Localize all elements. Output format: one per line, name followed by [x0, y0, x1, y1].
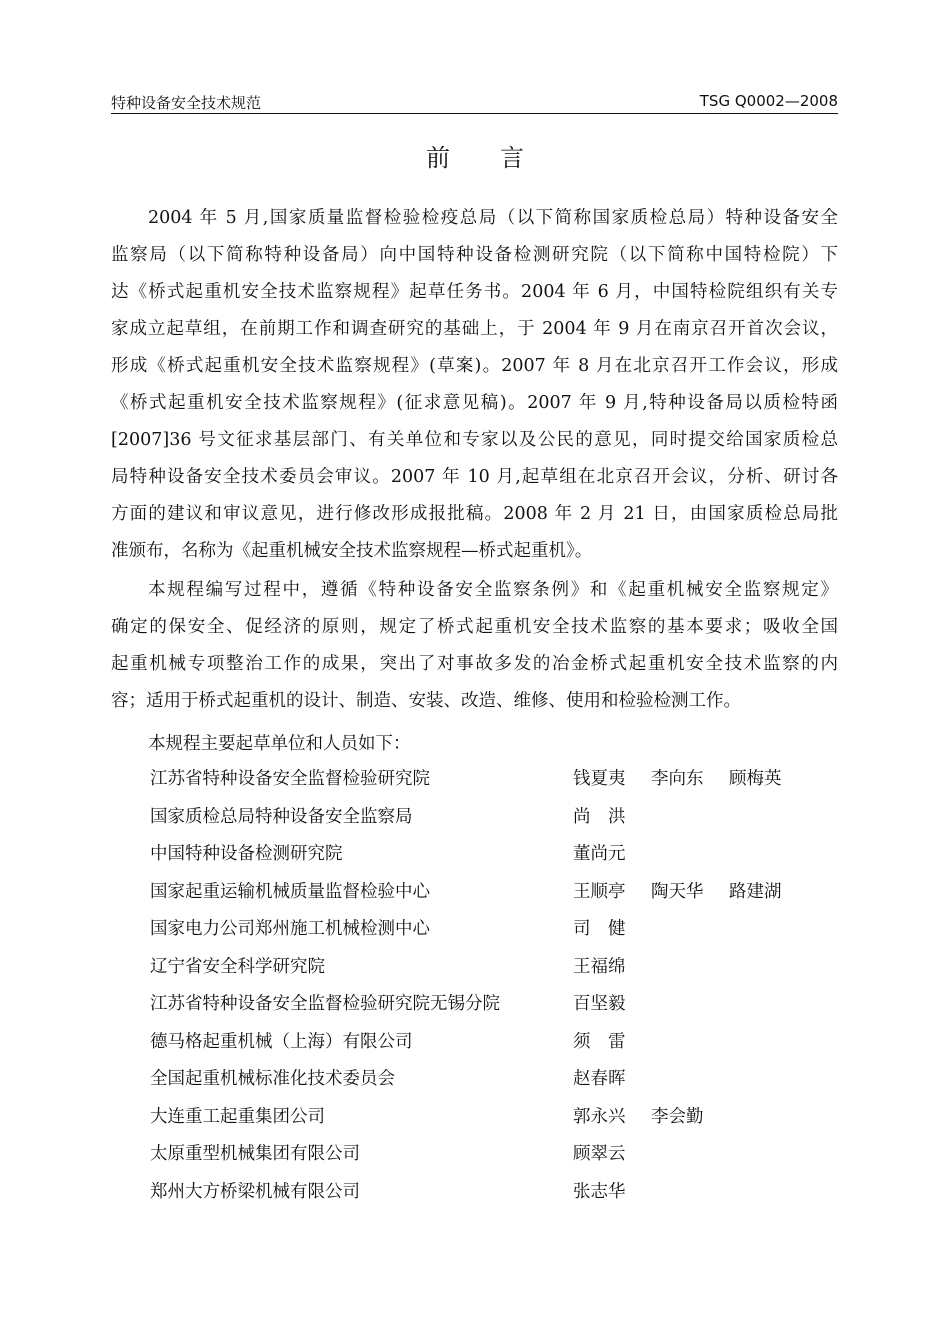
drafter-names — [573, 1136, 651, 1174]
drafter-names — [573, 1174, 651, 1212]
paragraph-line: 监察局（以下简称特种设备局）向中国特种设备检测研究院（以下简称中国特检院）下 — [111, 245, 838, 265]
drafter-name: 李会勤 — [651, 1106, 704, 1127]
paragraph-line: 达《桥式起重机安全技术监察规程》起草任务书。2004 年 6 月，中国特检院组织有关专 — [111, 282, 838, 302]
drafter-name: 郭永兴 — [573, 1106, 626, 1127]
drafter-name: 顾梅英 — [729, 769, 782, 789]
drafting-organization: 国家质检总局特种设备安全监察局 — [150, 806, 413, 827]
paragraph-line: 方面的建议和审议意见，进行修改形成报批稿。2008 年 2 月 21 日，由国家质检总局批 — [111, 504, 838, 524]
drafting-organization: 大连重工起重集团公司 — [150, 1106, 325, 1127]
drafting-organization: 德马格起重机械（上海）有限公司 — [150, 1031, 413, 1052]
paragraph-line: [2007]36 号文征求基层部门、有关单位和专家以及公民的意见，同时提交给国家质检总 — [111, 430, 838, 450]
paragraph-line: 家成立起草组，在前期工作和调查研究的基础上，于 2004 年 9 月在南京召开首次会议， — [111, 319, 838, 339]
drafter-names — [573, 949, 651, 987]
paragraph-line: 局特种设备安全技术委员会审议。2007 年 10 月,起草组在北京召开会议，分析、研讨各 — [111, 467, 838, 487]
drafter-name: 路建湖 — [729, 881, 782, 902]
paragraph — [111, 726, 838, 763]
drafter-name: 张志华 — [573, 1181, 626, 1202]
drafting-organization: 辽宁省安全科学研究院 — [150, 956, 325, 977]
header-standard-code: TSG Q0002—2008 — [699, 92, 838, 110]
drafter-name: 顾翠云 — [573, 1144, 626, 1164]
drafter-name: 王顺亭 — [573, 881, 626, 902]
drafter-names — [573, 1099, 729, 1137]
drafting-organization: 中国特种设备检测研究院 — [150, 844, 343, 864]
drafter-names — [573, 761, 807, 799]
paragraph-line: 起重机械专项整治工作的成果，突出了对事故多发的冶金桥式起重机安全技术监察的内 — [111, 654, 838, 674]
drafter-names — [573, 836, 651, 874]
drafter-names — [573, 911, 651, 949]
header-standard-category: 特种设备安全技术规范 — [111, 94, 262, 112]
drafting-organization: 江苏省特种设备安全监督检验研究院无锡分院 — [150, 994, 500, 1014]
drafter-names — [573, 986, 651, 1024]
drafter-name: 王福绵 — [573, 956, 626, 977]
paragraph-line: 准颁布，名称为《起重机械安全技术监察规程—桥式起重机》。 — [111, 541, 593, 561]
paragraph-line: 2004 年 5 月,国家质量监督检验检疫总局（以下简称国家质检总局）特种设备安全 — [148, 208, 838, 228]
drafter-name: 须 雷 — [573, 1031, 626, 1052]
running-header — [111, 92, 838, 112]
drafter-name: 董尚元 — [573, 844, 626, 864]
foreword-body — [111, 200, 838, 763]
paragraph-line: 容；适用于桥式起重机的设计、制造、安装、改造、维修、使用和检验检测工作。 — [111, 691, 741, 711]
drafter-name: 钱夏夷 — [573, 769, 626, 789]
paragraph-line: 本规程主要起草单位和人员如下： — [148, 734, 411, 754]
paragraph-line: 形成《桥式起重机安全技术监察规程》(草案)。2007 年 8 月在北京召开工作会议，形成 — [111, 356, 838, 376]
drafting-organization: 郑州大方桥梁机械有限公司 — [150, 1181, 360, 1202]
header-rule — [111, 113, 838, 114]
drafter-names — [573, 1061, 651, 1099]
drafter-name: 司 健 — [573, 919, 626, 939]
drafting-organization: 国家起重运输机械质量监督检验中心 — [150, 881, 430, 902]
drafting-organization: 全国起重机械标准化技术委员会 — [150, 1069, 395, 1089]
paragraph-line: 《桥式起重机安全技术监察规程》(征求意见稿)。2007 年 9 月,特种设备局以质检特函 — [111, 393, 838, 413]
drafter-name: 尚 洪 — [573, 806, 626, 827]
paragraph-line: 本规程编写过程中，遵循《特种设备安全监察条例》和《起重机械安全监察规定》 — [148, 580, 838, 600]
paragraph-line: 确定的保安全、促经济的原则，规定了桥式起重机安全技术监察的基本要求；吸收全国 — [111, 617, 838, 637]
drafting-organization: 国家电力公司郑州施工机械检测中心 — [150, 919, 430, 939]
drafting-organization: 江苏省特种设备安全监督检验研究院 — [150, 769, 430, 789]
drafter-names — [573, 1024, 651, 1062]
drafter-names — [573, 799, 651, 837]
drafter-names — [573, 874, 807, 912]
drafting-organization: 太原重型机械集团有限公司 — [150, 1144, 360, 1164]
drafter-name: 赵春晖 — [573, 1069, 626, 1089]
page-title: 前言 — [426, 144, 574, 172]
drafter-name: 李向东 — [651, 769, 704, 789]
drafter-name: 百坚毅 — [573, 994, 626, 1014]
paragraph — [111, 200, 838, 570]
paragraph — [111, 572, 838, 720]
drafter-name: 陶天华 — [651, 881, 704, 902]
